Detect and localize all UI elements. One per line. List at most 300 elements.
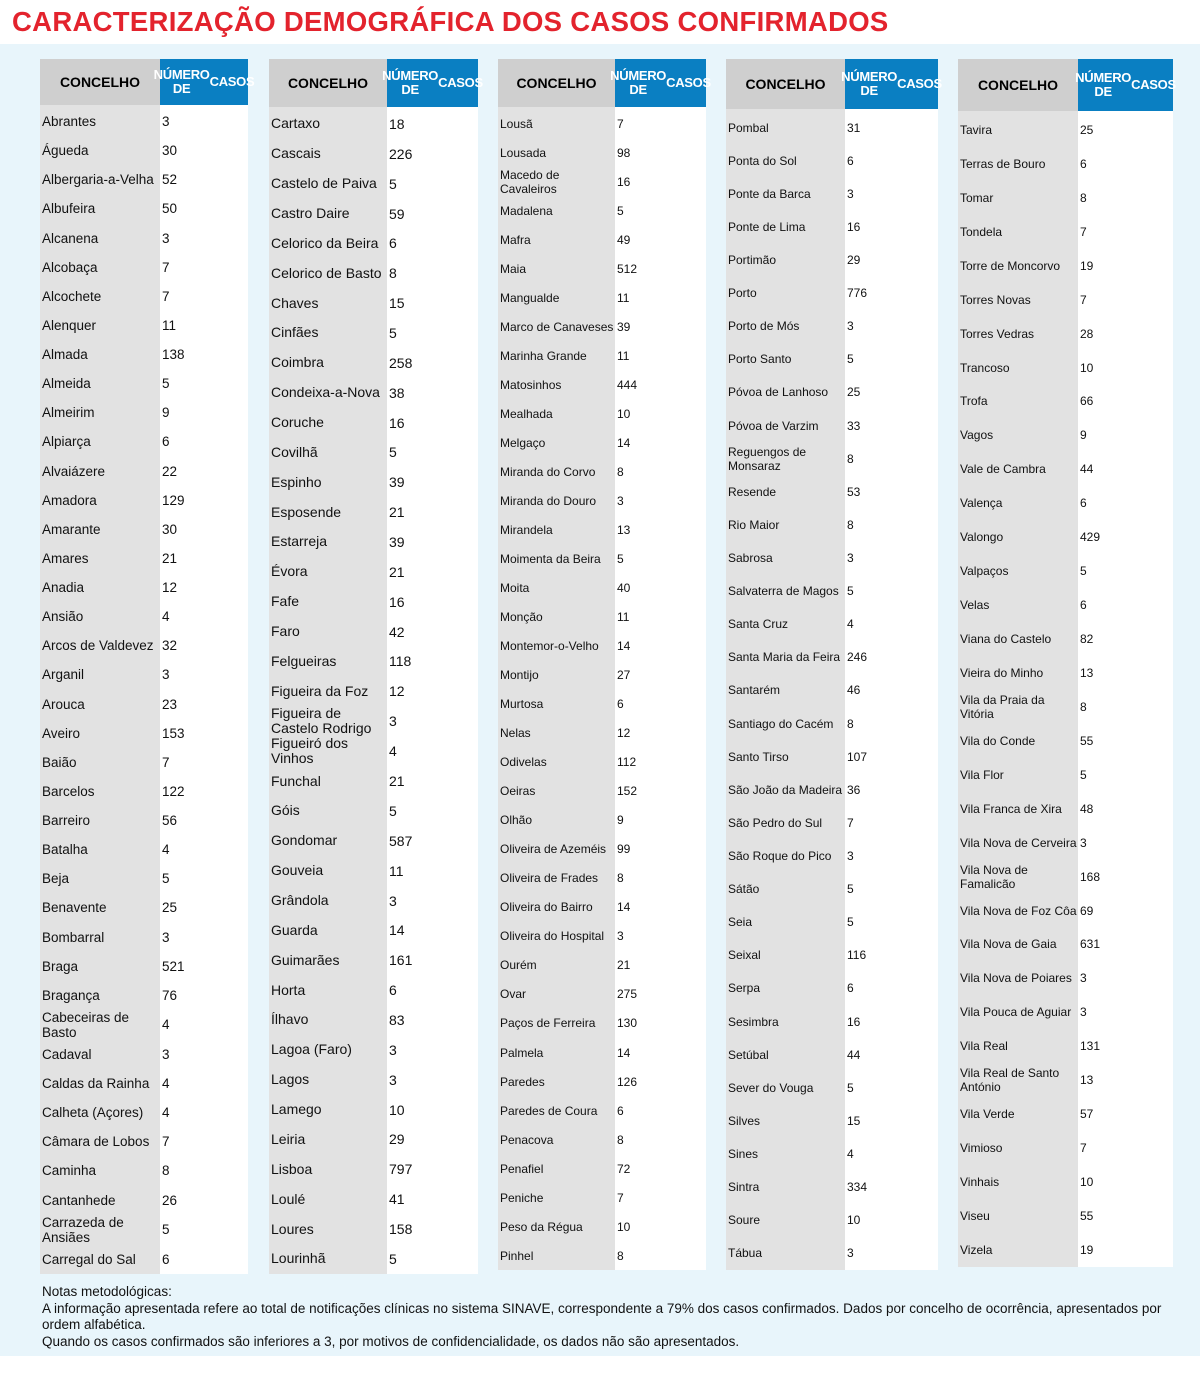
concelho-name: Vila Nova de Foz Côa xyxy=(960,903,1077,918)
concelho-name: Pinhel xyxy=(500,1248,534,1263)
table-row xyxy=(726,475,938,508)
header-casos-line-1: NÚMERO DE xyxy=(153,67,210,96)
table-row xyxy=(498,1009,706,1038)
concelho-name: Matosinhos xyxy=(500,377,562,392)
concelho-name: Peso da Régua xyxy=(500,1219,583,1234)
table-header xyxy=(958,59,1176,111)
concelho-name: Carrazeda de Ansiães xyxy=(42,1214,124,1245)
concelho-name: Vila Nova de Gaia xyxy=(960,937,1057,952)
concelho-name: Felgueiras xyxy=(271,653,337,669)
case-count: 16 xyxy=(847,1014,861,1029)
case-count: 19 xyxy=(1080,258,1094,273)
case-count: 31 xyxy=(847,120,861,135)
table-row xyxy=(726,508,938,541)
table-row xyxy=(498,864,706,893)
concelho-name: Barcelos xyxy=(42,783,95,799)
concelho-name: Viana do Castelo xyxy=(960,632,1052,647)
table-row xyxy=(498,806,706,835)
table-row xyxy=(40,165,248,194)
table-row xyxy=(958,656,1173,690)
concelho-name: Macedo de Cavaleiros xyxy=(500,167,560,196)
concelho-name: Albergaria-a-Velha xyxy=(42,172,154,188)
case-count: 8 xyxy=(617,871,624,886)
table-row xyxy=(726,144,938,177)
concelho-name: Moita xyxy=(500,581,530,596)
case-count: 8 xyxy=(1080,699,1087,714)
table-row xyxy=(726,1104,938,1137)
concelho-name: Ílhavo xyxy=(271,1012,309,1028)
table-row xyxy=(958,351,1173,385)
table-row xyxy=(40,893,248,922)
concelho-name: Esposende xyxy=(271,504,342,520)
case-count: 44 xyxy=(847,1047,861,1062)
case-count: 10 xyxy=(617,1219,631,1234)
case-count: 5 xyxy=(389,802,397,819)
table-row xyxy=(40,340,248,369)
table-row xyxy=(958,622,1173,656)
case-count: 107 xyxy=(847,749,868,764)
concelho-name: Carregal do Sal xyxy=(42,1251,136,1267)
case-count: 3 xyxy=(617,929,624,944)
table-5 xyxy=(958,59,1176,1267)
table-row xyxy=(958,826,1173,860)
table-row xyxy=(40,1156,248,1185)
case-count: 3 xyxy=(162,230,170,246)
concelho-name: Oeiras xyxy=(500,784,536,799)
concelho-name: Penafiel xyxy=(500,1161,544,1176)
concelho-name: Murtosa xyxy=(500,697,544,712)
table-row xyxy=(269,646,478,676)
concelho-name: Vale de Cambra xyxy=(960,462,1046,477)
concelho-name: Rio Maior xyxy=(728,517,780,532)
concelho-name: Castro Daire xyxy=(271,206,350,221)
concelho-name: Amares xyxy=(42,550,89,566)
case-count: 21 xyxy=(617,958,631,973)
case-count: 49 xyxy=(617,232,631,247)
table-row xyxy=(40,1215,248,1245)
table-row xyxy=(40,224,248,253)
concelho-name: Almeirim xyxy=(42,405,95,421)
header-casos-line-2: CASOS xyxy=(897,76,942,91)
table-row xyxy=(269,587,478,617)
table-row xyxy=(958,928,1173,962)
case-count: 14 xyxy=(617,900,631,915)
case-count: 5 xyxy=(847,584,854,599)
header-concelho: CONCELHO xyxy=(269,59,387,107)
concelho-name: Beja xyxy=(42,871,70,887)
notes-heading: Notas metodológicas: xyxy=(42,1284,172,1299)
concelho-name: Horta xyxy=(271,982,306,998)
case-count: 26 xyxy=(162,1192,178,1208)
table-row xyxy=(958,554,1173,588)
concelho-name: Sabrosa xyxy=(728,550,773,565)
concelho-name: Calheta (Açores) xyxy=(42,1105,144,1121)
concelho-name: Figueiró dos Vinhos xyxy=(271,736,349,767)
case-count: 7 xyxy=(1080,292,1087,307)
concelho-name: Trancoso xyxy=(960,360,1010,375)
table-row xyxy=(726,243,938,276)
concelho-name: Mirandela xyxy=(500,522,553,537)
table-row xyxy=(958,385,1173,419)
concelho-name: Batalha xyxy=(42,842,88,858)
case-count: 55 xyxy=(1080,733,1094,748)
table-row xyxy=(269,348,478,378)
case-count: 587 xyxy=(389,832,413,849)
case-count: 429 xyxy=(1080,530,1101,545)
case-count: 9 xyxy=(1080,428,1087,443)
table-row xyxy=(958,1029,1173,1063)
table-row xyxy=(498,980,706,1009)
case-count: 258 xyxy=(389,354,413,371)
concelho-name: Lousã xyxy=(500,116,533,131)
case-count: 8 xyxy=(1080,190,1087,205)
concelho-name: Albufeira xyxy=(42,201,96,217)
case-count: 152 xyxy=(617,784,638,799)
case-count: 28 xyxy=(1080,326,1094,341)
concelho-name: Tábua xyxy=(728,1246,763,1261)
concelho-name: Vagos xyxy=(960,428,994,443)
case-count: 5 xyxy=(617,551,624,566)
table-row xyxy=(726,939,938,972)
table-row xyxy=(40,660,248,689)
case-count: 6 xyxy=(1080,496,1087,511)
table-row xyxy=(958,690,1173,724)
table-row xyxy=(498,196,706,225)
concelho-name: Portimão xyxy=(728,252,777,267)
concelho-name: Valpaços xyxy=(960,564,1009,579)
case-count: 40 xyxy=(617,581,631,596)
table-row xyxy=(40,573,248,602)
case-count: 153 xyxy=(162,725,185,741)
concelho-name: Porto de Mós xyxy=(728,319,800,334)
table-row xyxy=(958,215,1173,249)
concelho-name: Covilhã xyxy=(271,444,318,460)
case-count: 6 xyxy=(847,981,854,996)
case-count: 10 xyxy=(389,1101,405,1118)
concelho-name: Castelo de Paiva xyxy=(271,176,377,192)
concelho-name: Anadia xyxy=(42,580,85,596)
concelho-name: Funchal xyxy=(271,773,321,789)
table-body xyxy=(269,109,478,1274)
case-count: 131 xyxy=(1080,1039,1101,1054)
case-count: 275 xyxy=(617,987,638,1002)
table-row xyxy=(269,199,478,229)
case-count: 6 xyxy=(162,1251,170,1267)
case-count: 6 xyxy=(1080,156,1087,171)
case-count: 4 xyxy=(162,609,170,625)
table-row xyxy=(269,1214,478,1244)
table-row xyxy=(269,856,478,886)
case-count: 19 xyxy=(1080,1242,1094,1257)
case-count: 7 xyxy=(617,116,624,131)
case-count: 5 xyxy=(847,882,854,897)
case-count: 112 xyxy=(617,755,637,770)
case-count: 11 xyxy=(617,290,630,305)
concelho-name: Guarda xyxy=(271,922,318,938)
concelho-name: Vizela xyxy=(960,1242,993,1257)
header-casos-line-2: CASOS xyxy=(1131,77,1176,92)
table-row xyxy=(958,520,1173,554)
case-count: 16 xyxy=(389,593,405,610)
table-row xyxy=(40,602,248,631)
table-row xyxy=(269,288,478,318)
concelho-name: Vila Flor xyxy=(960,767,1004,782)
concelho-name: Barreiro xyxy=(42,813,91,829)
concelho-name: Odivelas xyxy=(500,755,547,770)
table-row xyxy=(40,806,248,835)
case-count: 33 xyxy=(847,418,861,433)
table-row xyxy=(40,457,248,486)
case-count: 10 xyxy=(617,406,631,421)
case-count: 23 xyxy=(162,696,178,712)
concelho-name: Vinhais xyxy=(960,1175,1000,1190)
case-count: 12 xyxy=(617,726,631,741)
table-row xyxy=(498,254,706,283)
concelho-name: Amarante xyxy=(42,521,101,537)
table-row xyxy=(498,167,706,196)
table-row xyxy=(726,1204,938,1237)
table-4 xyxy=(726,59,942,1270)
case-count: 66 xyxy=(1080,394,1094,409)
table-row xyxy=(726,773,938,806)
case-count: 3 xyxy=(389,1041,397,1058)
table-row xyxy=(40,1098,248,1127)
table-row xyxy=(726,409,938,442)
table-row xyxy=(958,1131,1173,1165)
table-row xyxy=(40,369,248,398)
concelho-name: Lourinhã xyxy=(271,1251,326,1267)
concelho-name: Arcos de Valdevez xyxy=(42,638,154,654)
table-row xyxy=(498,1125,706,1154)
table-1 xyxy=(40,59,255,1274)
table-row xyxy=(958,113,1173,147)
table-row xyxy=(40,282,248,311)
table-3 xyxy=(498,59,711,1270)
table-row xyxy=(498,603,706,632)
case-count: 13 xyxy=(617,522,631,537)
concelho-name: Ponte de Lima xyxy=(728,219,806,234)
case-count: 3 xyxy=(617,493,624,508)
case-count: 42 xyxy=(389,623,405,640)
case-count: 38 xyxy=(389,384,405,401)
concelho-name: Vila da Praia da Vitória xyxy=(960,692,1045,721)
table-row xyxy=(40,864,248,893)
header-numero-casos xyxy=(153,59,255,105)
concelho-name: Oliveira do Bairro xyxy=(500,900,593,915)
table-row xyxy=(269,676,478,706)
table-row xyxy=(269,1095,478,1125)
concelho-name: Cascais xyxy=(271,146,321,162)
table-row xyxy=(498,922,706,951)
table-row xyxy=(498,951,706,980)
case-count: 6 xyxy=(389,982,397,999)
concelho-name: Cinfães xyxy=(271,325,319,341)
concelho-name: Viseu xyxy=(960,1208,990,1223)
concelho-name: Vila do Conde xyxy=(960,733,1036,748)
concelho-name: Benavente xyxy=(42,900,107,916)
table-row xyxy=(40,1010,248,1040)
case-count: 8 xyxy=(162,1163,170,1179)
table-2 xyxy=(269,59,483,1274)
case-count: 21 xyxy=(389,563,405,580)
table-row xyxy=(269,1065,478,1095)
case-count: 55 xyxy=(1080,1208,1094,1223)
table-row xyxy=(269,826,478,856)
concelho-name: Póvoa de Varzim xyxy=(728,418,819,433)
table-row xyxy=(958,1233,1173,1267)
case-count: 7 xyxy=(162,754,170,770)
table-row xyxy=(269,169,478,199)
concelho-name: Évora xyxy=(271,564,308,580)
table-row xyxy=(726,906,938,939)
case-count: 5 xyxy=(389,175,397,192)
concelho-name: Moimenta da Beira xyxy=(500,551,601,566)
table-row xyxy=(269,139,478,169)
concelho-name: Vila Franca de Xira xyxy=(960,801,1062,816)
case-count: 32 xyxy=(162,638,178,654)
concelho-name: Paços de Ferreira xyxy=(500,1016,596,1031)
concelho-name: Santa Cruz xyxy=(728,617,789,632)
case-count: 3 xyxy=(1080,1005,1087,1020)
concelho-name: Vila Verde xyxy=(960,1107,1015,1122)
case-count: 29 xyxy=(847,252,861,267)
concelho-name: Póvoa de Lanhoso xyxy=(728,385,829,400)
case-count: 21 xyxy=(389,773,405,790)
concelho-name: Santa Maria da Feira xyxy=(728,650,841,665)
concelho-name: Cabeceiras de Basto xyxy=(42,1009,130,1040)
case-count: 776 xyxy=(847,286,868,301)
case-count: 246 xyxy=(847,650,868,665)
table-row xyxy=(958,860,1173,894)
concelho-name: Arouca xyxy=(42,696,85,712)
concelho-name: Ponta do Sol xyxy=(728,153,797,168)
concelho-name: Alenquer xyxy=(42,317,97,333)
table-row xyxy=(498,1096,706,1125)
case-count: 5 xyxy=(617,203,624,218)
concelho-name: Cadaval xyxy=(42,1046,92,1062)
table-row xyxy=(269,557,478,587)
table-row xyxy=(498,138,706,167)
case-count: 129 xyxy=(162,492,185,508)
case-count: 8 xyxy=(617,1248,624,1263)
table-header xyxy=(269,59,483,107)
case-count: 8 xyxy=(847,517,854,532)
case-count: 5 xyxy=(847,1080,854,1095)
table-row xyxy=(726,111,938,144)
table-row xyxy=(726,442,938,475)
table-row xyxy=(269,109,478,139)
concelho-name: Oliveira do Hospital xyxy=(500,929,605,944)
table-row xyxy=(269,706,478,736)
concelho-name: Alcanena xyxy=(42,230,99,246)
table-row xyxy=(40,952,248,981)
table-row xyxy=(726,1038,938,1071)
case-count: 21 xyxy=(389,504,405,521)
table-row xyxy=(40,486,248,515)
table-row xyxy=(269,228,478,258)
concelho-name: Reguengos de Monsaraz xyxy=(728,444,807,473)
table-header xyxy=(726,59,942,109)
case-count: 512 xyxy=(617,261,638,276)
concelho-name: Nelas xyxy=(500,726,531,741)
concelho-name: Caldas da Rainha xyxy=(42,1076,150,1092)
table-row xyxy=(269,1005,478,1035)
case-count: 3 xyxy=(1080,835,1087,850)
concelho-name: Leiria xyxy=(271,1131,306,1147)
table-row xyxy=(958,995,1173,1029)
header-casos-line-2: CASOS xyxy=(666,75,711,90)
table-row xyxy=(958,1165,1173,1199)
concelho-name: Caminha xyxy=(42,1163,97,1179)
case-count: 16 xyxy=(847,219,861,234)
case-count: 118 xyxy=(389,653,412,670)
table-row xyxy=(498,370,706,399)
concelho-name: Vila Nova de Famalicão xyxy=(960,862,1028,891)
concelho-name: Braga xyxy=(42,958,79,974)
case-count: 116 xyxy=(847,948,867,963)
concelho-name: Alcochete xyxy=(42,288,102,304)
case-count: 5 xyxy=(1080,767,1087,782)
case-count: 14 xyxy=(617,1045,631,1060)
case-count: 6 xyxy=(1080,598,1087,613)
table-row xyxy=(958,317,1173,351)
case-count: 41 xyxy=(389,1191,405,1208)
header-concelho: CONCELHO xyxy=(726,59,845,109)
table-row xyxy=(958,249,1173,283)
case-count: 168 xyxy=(1080,869,1101,884)
concelho-name: Sever do Vouga xyxy=(728,1080,814,1095)
concelho-name: Condeixa-a-Nova xyxy=(271,385,380,401)
concelho-name: São Pedro do Sul xyxy=(728,815,823,830)
case-count: 16 xyxy=(389,414,405,431)
concelho-name: Torre de Moncorvo xyxy=(960,258,1061,273)
table-row xyxy=(269,766,478,796)
table-row xyxy=(40,544,248,573)
case-count: 25 xyxy=(162,900,178,916)
case-count: 161 xyxy=(389,952,413,969)
table-row xyxy=(498,1183,706,1212)
concelho-name: Figueira da Foz xyxy=(271,683,369,699)
case-count: 4 xyxy=(847,1146,854,1161)
table-row xyxy=(498,1067,706,1096)
case-count: 69 xyxy=(1080,903,1094,918)
table-row xyxy=(269,886,478,916)
table-row xyxy=(269,975,478,1005)
case-count: 8 xyxy=(389,265,397,282)
concelho-name: Olhão xyxy=(500,813,533,828)
table-row xyxy=(726,376,938,409)
table-row xyxy=(726,277,938,310)
concelho-name: Tavira xyxy=(960,122,993,137)
concelho-name: Sines xyxy=(728,1146,759,1161)
table-row xyxy=(958,1063,1173,1097)
case-count: 5 xyxy=(162,376,170,392)
concelho-name: Setúbal xyxy=(728,1047,769,1062)
concelho-name: Abrantes xyxy=(42,114,97,130)
table-row xyxy=(726,806,938,839)
table-row xyxy=(726,541,938,574)
table-row xyxy=(269,437,478,467)
concelho-name: Águeda xyxy=(42,143,89,159)
table-row xyxy=(498,777,706,806)
table-row xyxy=(40,515,248,544)
case-count: 8 xyxy=(617,464,624,479)
case-count: 5 xyxy=(847,352,854,367)
concelho-name: Santo Tirso xyxy=(728,749,789,764)
concelho-name: Bombarral xyxy=(42,929,105,945)
concelho-name: Celorico de Basto xyxy=(271,265,382,281)
case-count: 6 xyxy=(162,434,170,450)
